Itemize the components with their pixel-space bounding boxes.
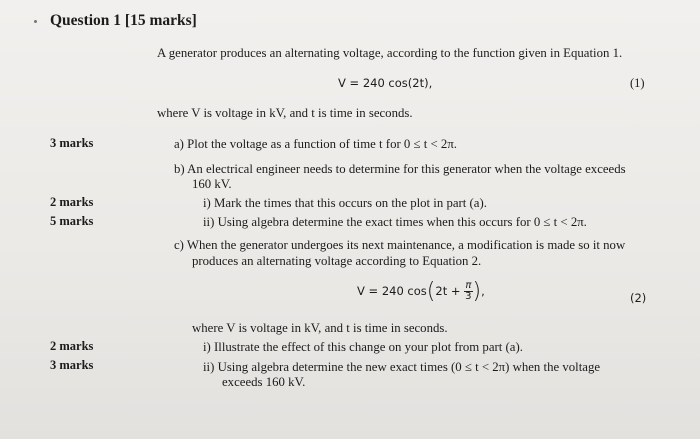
- right-paren: ): [472, 279, 482, 304]
- equation-2: [357, 279, 485, 304]
- equation-2-suffix: ,: [481, 284, 485, 298]
- left-paren: (: [426, 279, 436, 304]
- part-b-ii-text: ii) Using algebra determine the exact times when this occurs for 0 ≤ t < 2π.: [203, 215, 587, 229]
- marks-part-c-i: 2 marks: [50, 339, 94, 353]
- part-c-text-line2: produces an alternating voltage according to Equation 2.: [192, 254, 482, 268]
- fraction-denominator: 3: [465, 291, 472, 302]
- marks-part-b-ii: 5 marks: [50, 214, 94, 228]
- pi-over-3-fraction: [464, 281, 472, 302]
- part-a-text: a) Plot the voltage as a function of time t for 0 ≤ t < 2π.: [174, 137, 457, 151]
- part-c-text-line1: c) When the generator undergoes its next maintenance, a modification is made so it now: [174, 238, 626, 252]
- where-statement-2: where V is voltage in kV, and t is time in seconds.: [192, 321, 448, 335]
- where-statement-1: where V is voltage in kV, and t is time in seconds.: [157, 106, 413, 120]
- equation-2-prefix: V = 240 cos: [357, 284, 427, 298]
- fraction-numerator: π: [465, 280, 472, 291]
- marks-part-c-ii: 3 marks: [50, 358, 94, 372]
- equation-1: V = 240 cos(2t),: [338, 76, 433, 90]
- part-c-ii-text-line2: exceeds 160 kV.: [222, 375, 306, 389]
- equation-2-inner: 2t +: [435, 284, 461, 298]
- part-c-ii-text-line1: ii) Using algebra determine the new exact times (0 ≤ t < 2π) when the voltage: [203, 360, 601, 374]
- marks-part-b-i: 2 marks: [50, 195, 94, 209]
- marks-part-a: 3 marks: [50, 136, 94, 150]
- part-b-i-text: i) Mark the times that this occurs on the plot in part (a).: [203, 196, 487, 210]
- equation-2-number: (2): [630, 291, 647, 305]
- bullet-dot: [34, 20, 37, 23]
- question-title: Question 1 [15 marks]: [50, 12, 197, 29]
- part-c-i-text: i) Illustrate the effect of this change on your plot from part (a).: [203, 340, 523, 354]
- equation-1-number: (1): [630, 76, 645, 90]
- question-intro: A generator produces an alternating voltage, according to the function given in Equation 1.: [157, 46, 623, 60]
- part-b-text-line2: 160 kV.: [192, 177, 232, 191]
- part-b-text-line1: b) An electrical engineer needs to determine for this generator when the voltage exceeds: [174, 162, 626, 176]
